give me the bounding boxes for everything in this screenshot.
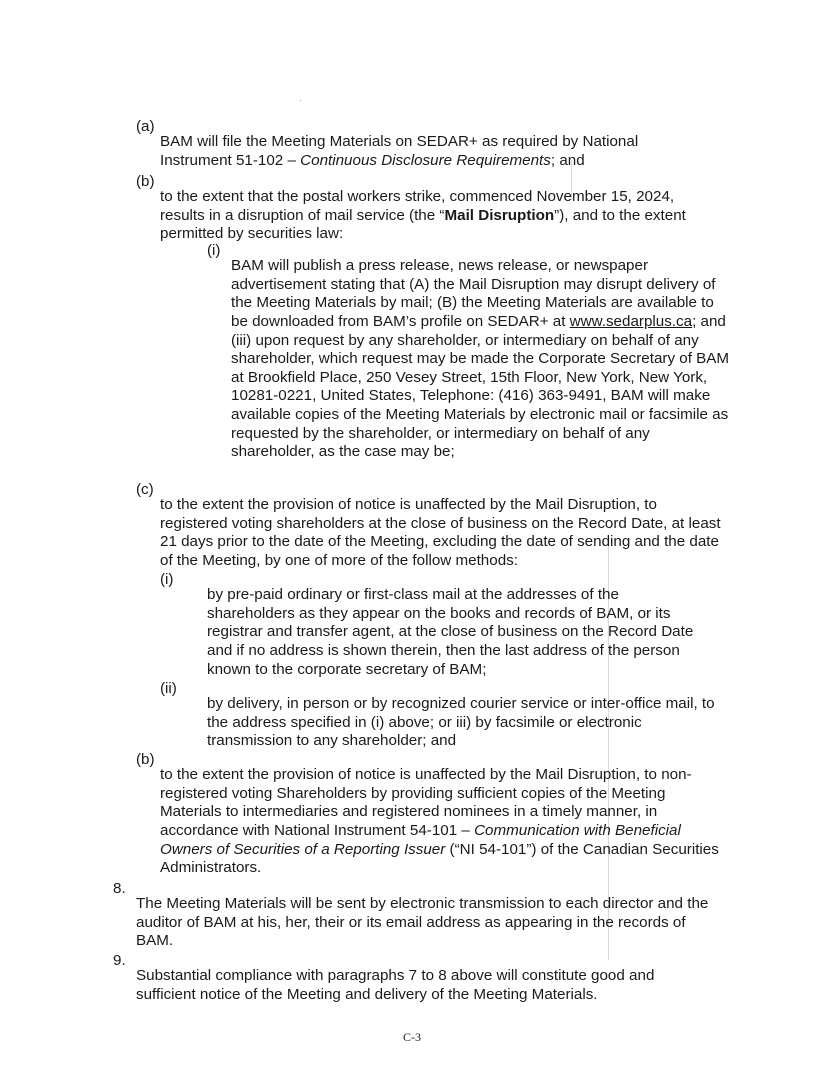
sub-label: (ii) bbox=[160, 680, 177, 697]
list-label: (b) bbox=[136, 173, 155, 190]
list-item-text: to the extent the provision of notice is unaffected by the Mail Disruption, to non-registered voting Shareholders by providing sufficient copies of the Meeting Materials to intermediaries and registered nominees in a timely manner, in accordance with National Instrument 54-101 – Communication with Beneficial Owners of Securities of a Reporting Issuer (“NI 54-101”) of the Canadian Securities Administrators. bbox=[160, 766, 719, 877]
list-item-text: to the extent that the postal workers strike, commenced November 15, 2024, results in a disruption of mail service (the “Mail Disruption”), and to the extent permitted by securities law: bbox=[160, 188, 686, 243]
sub-label: (i) bbox=[207, 242, 221, 259]
sub-label: (i) bbox=[160, 571, 174, 588]
scan-speck bbox=[300, 100, 301, 101]
paragraph-text: Substantial compliance with paragraphs 7 to 8 above will constitute good and sufficient notice of the Meeting and delivery of the Meeting Materials. bbox=[136, 967, 655, 1003]
list-label: (b) bbox=[136, 751, 155, 768]
list-label: (c) bbox=[136, 481, 154, 498]
list-label: (a) bbox=[136, 118, 155, 135]
list-item-text: to the extent the provision of notice is unaffected by the Mail Disruption, to registered voting shareholders at the close of business on the Record Date, at least 21 days prior to the date of the Meeting, excluding the date of sending and the date of the Meeting, by one of more of the follow methods: bbox=[160, 496, 721, 569]
paragraph-number: 8. bbox=[113, 880, 126, 897]
sedar-link[interactable]: www.sedarplus.ca bbox=[569, 312, 693, 330]
sub-item-text: by pre-paid ordinary or first-class mail at the addresses of the shareholders as they appear on the books and records of BAM, or its registrar and transfer agent, at the close of business on the Record Date and if no address is shown therein, then the last address of the person known to the corporate secretary of BAM; bbox=[207, 586, 694, 678]
sub-item-text: BAM will publish a press release, news release, or newspaper advertisement stating that (A) the Mail Disruption may disrupt delivery of the Meeting Materials by mail; (B) the Meeting Materials are available to be downloaded from BAM’s profile on SEDAR+ at www.sedarplus.ca; and (iii) upon request by any shareholder, or intermediary on behalf of any shareholder, which request may be made the Corporate Secretary of BAM at Brookfield Place, 250 Vesey Street, 15th Floor, New York, New York, 10281-0221, United States, Telephone: (416) 363-9491, BAM will make available copies of the Meeting Materials by electronic mail or facsimile as requested by the shareholder, or intermediary on behalf of any shareholder, as the case may be; bbox=[231, 257, 730, 461]
paragraph-text: The Meeting Materials will be sent by electronic transmission to each director and the auditor of BAM at his, her, their or its email address as appearing in the records of BAM. bbox=[136, 895, 709, 950]
list-item-text: BAM will file the Meeting Materials on SEDAR+ as required by National Instrument 51-102 – Continuous Disclosure Requirements; and bbox=[160, 133, 639, 169]
sub-item-text: by delivery, in person or by recognized courier service or inter-office mail, to the address specified in (i) above; or iii) by facsimile or electronic transmission to any shareholder; and bbox=[207, 695, 715, 750]
page-number: C-3 bbox=[403, 1030, 421, 1044]
paragraph-number: 9. bbox=[113, 952, 126, 969]
